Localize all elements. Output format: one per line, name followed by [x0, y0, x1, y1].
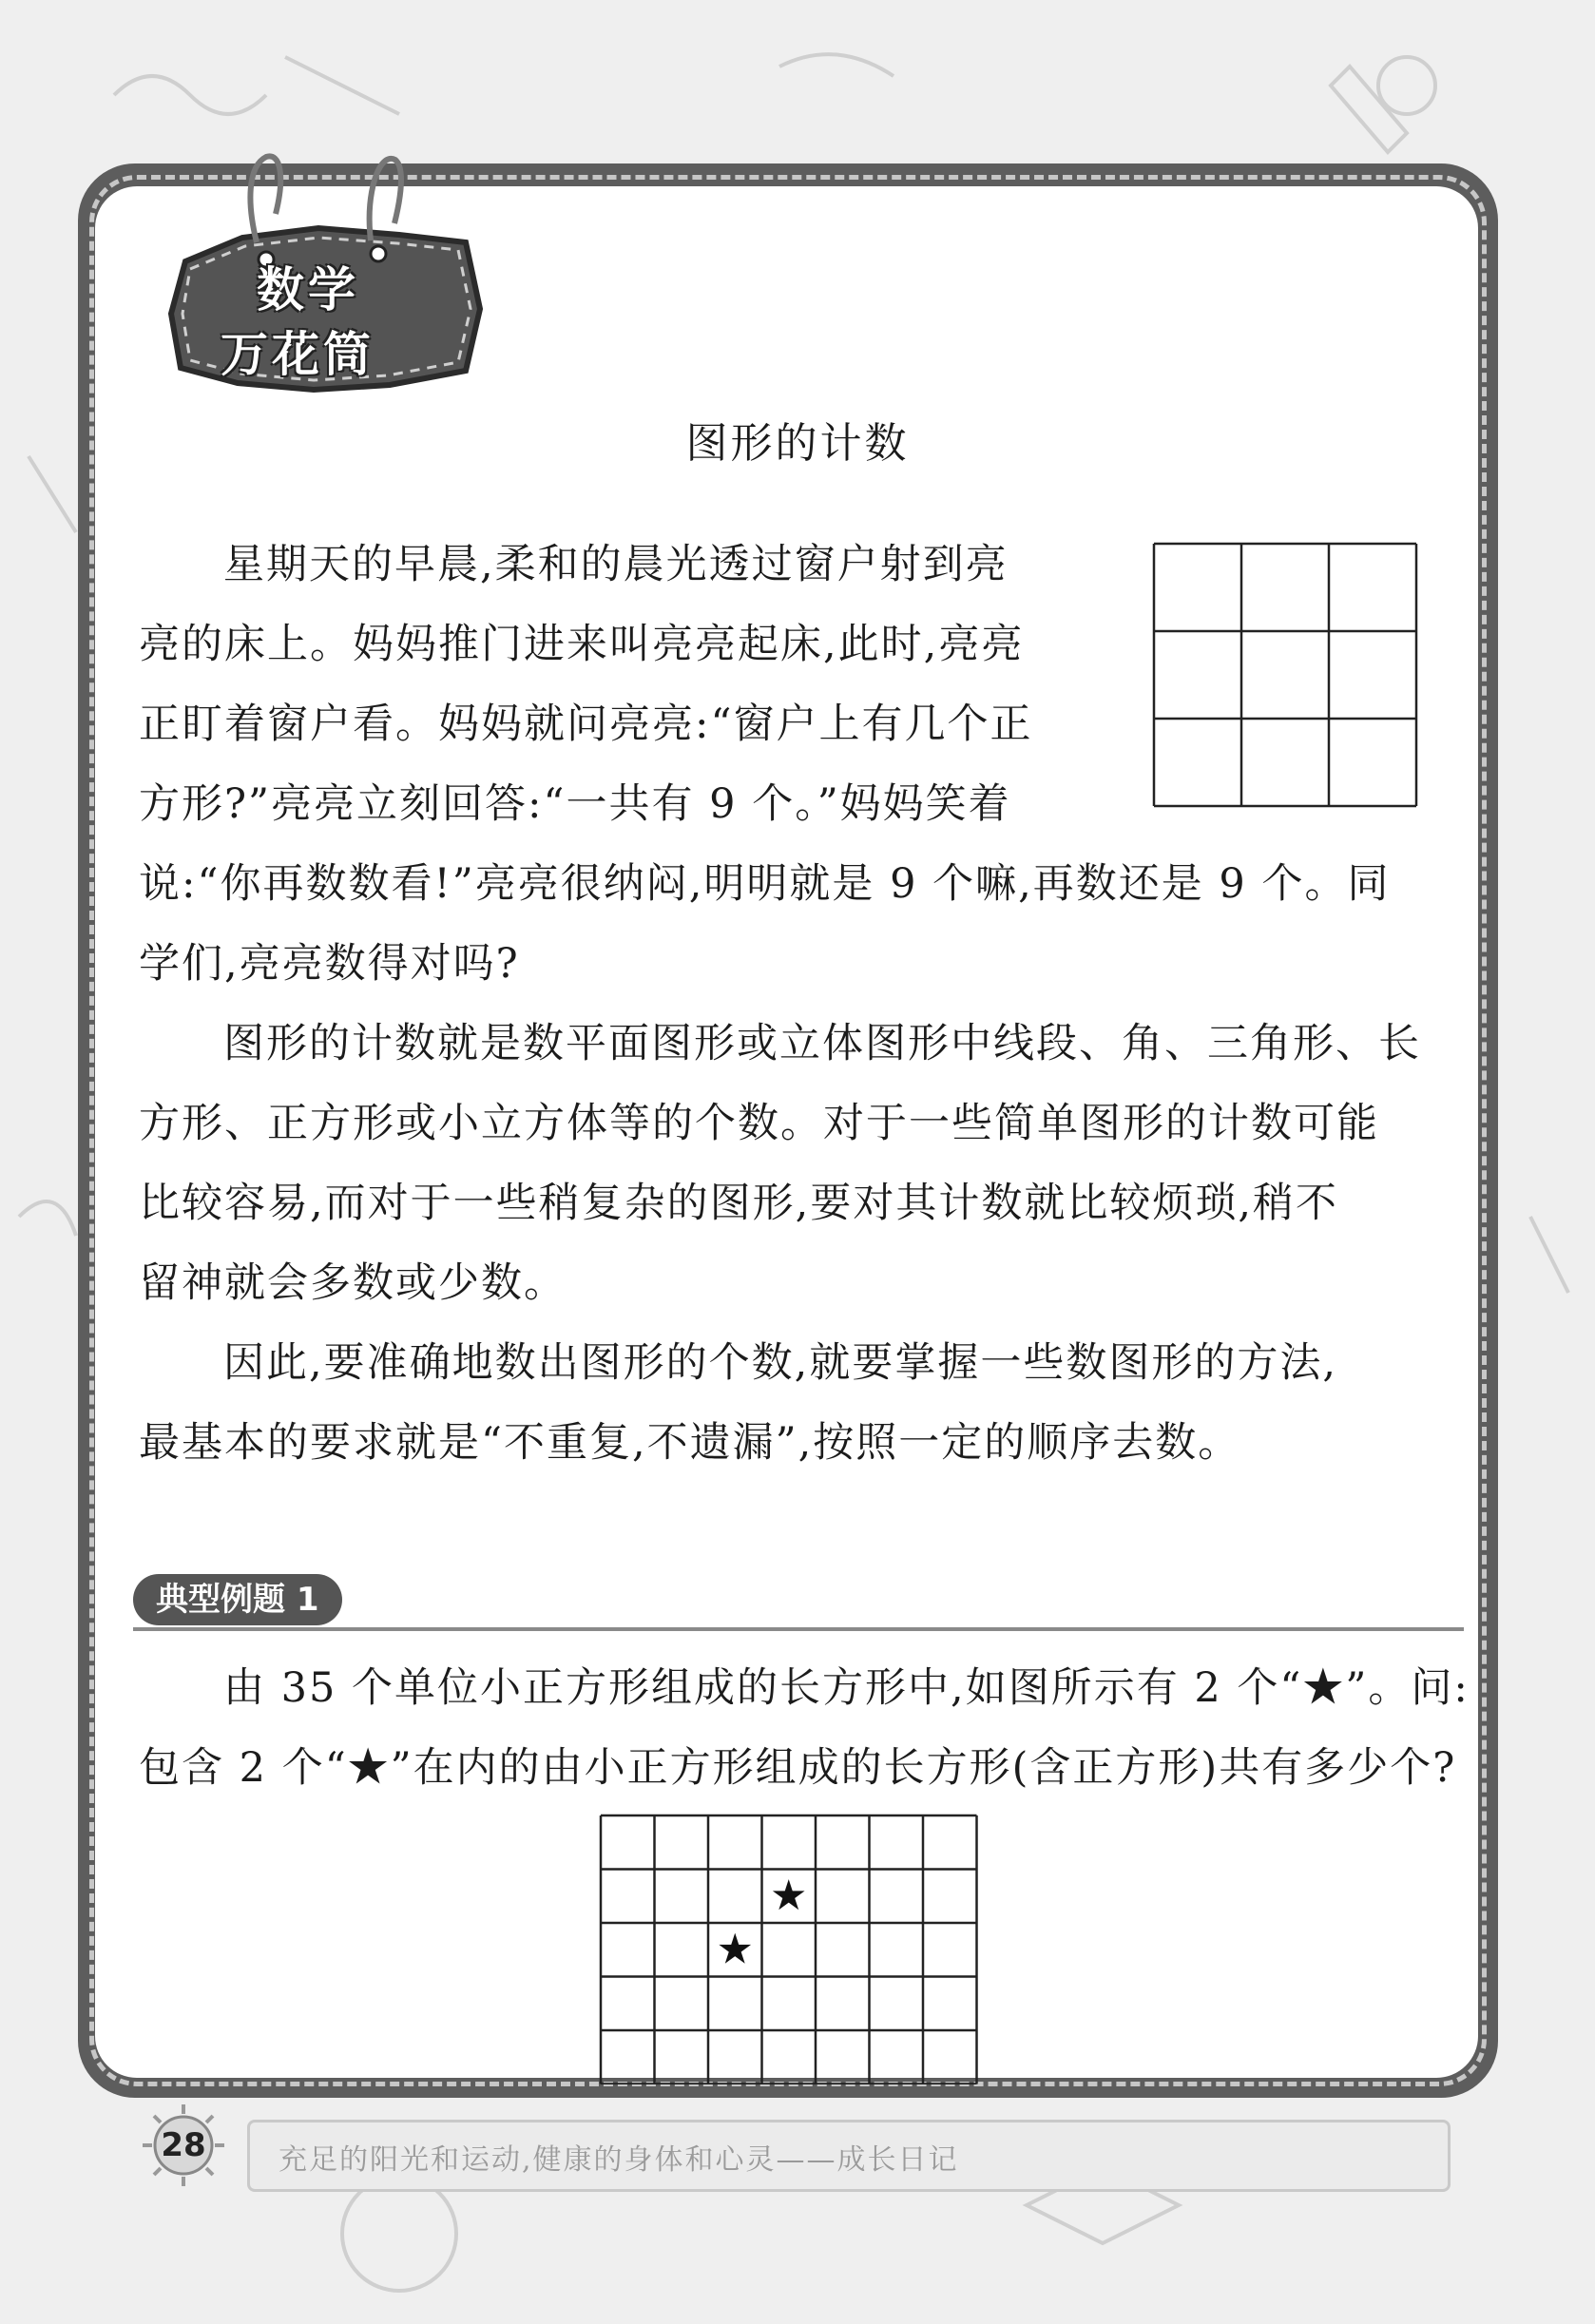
text-line: 比较容易,而对于一些稍复杂的图形,要对其计数就比较烦琐,稍不: [139, 1180, 1339, 1227]
text-line: 学们,亮亮数得对吗?: [139, 940, 520, 988]
page-number: 28: [161, 2126, 206, 2164]
section-badge: [152, 147, 504, 423]
window-grid-figure: [1150, 540, 1420, 810]
footer-band: [247, 2120, 1451, 2192]
text-line: 最基本的要求就是“不重复,不遗漏”,按照一定的顺序去数。: [139, 1419, 1241, 1467]
star-icon: ★: [716, 1925, 754, 1974]
text-line: 由 35 个单位小正方形组成的长方形中,如图所示有 2 个“★”。问:: [223, 1664, 1470, 1712]
text-line: 说:“你再数数看!”亮亮很纳闷,明明就是 9 个嘛,再数还是 9 个。同: [139, 860, 1391, 908]
star-icon: ★: [770, 1871, 808, 1920]
text-line: 图形的计数就是数平面图形或立体图形中线段、角、三角形、长: [223, 1020, 1421, 1067]
text-line: 方形、正方形或小立方体等的个数。对于一些简单图形的计数可能: [139, 1100, 1379, 1147]
text-line: 因此,要准确地数出图形的个数,就要掌握一些数图形的方法,: [223, 1339, 1338, 1387]
text-line: 星期天的早晨,柔和的晨光透过窗户射到亮: [223, 541, 1009, 588]
page-number-badge: [141, 2103, 226, 2188]
text-line: 亮的床上。妈妈推门进来叫亮亮起床,此时,亮亮: [139, 621, 1025, 668]
text-line: 包含 2 个“★”在内的由小正方形组成的长方形(含正方形)共有多少个?: [139, 1744, 1457, 1792]
text-line: 方形?”亮亮立刻回答:“一共有 9 个。”妈妈笑着: [139, 780, 1011, 828]
badge-line-2: 万花筒: [221, 327, 375, 382]
example-label: 典型例题 1: [133, 1574, 342, 1625]
example-divider: [133, 1627, 1464, 1631]
footer-text: 充足的阳光和运动,健康的身体和心灵——成长日记: [279, 2143, 959, 2177]
badge-line-1: 数学: [257, 262, 359, 317]
text-line: 正盯着窗户看。妈妈就问亮亮:“窗户上有几个正: [139, 701, 1033, 748]
text-line: 留神就会多数或少数。: [139, 1259, 567, 1307]
page-title: 图形的计数: [685, 419, 910, 468]
star-grid-figure: [599, 1814, 979, 2084]
